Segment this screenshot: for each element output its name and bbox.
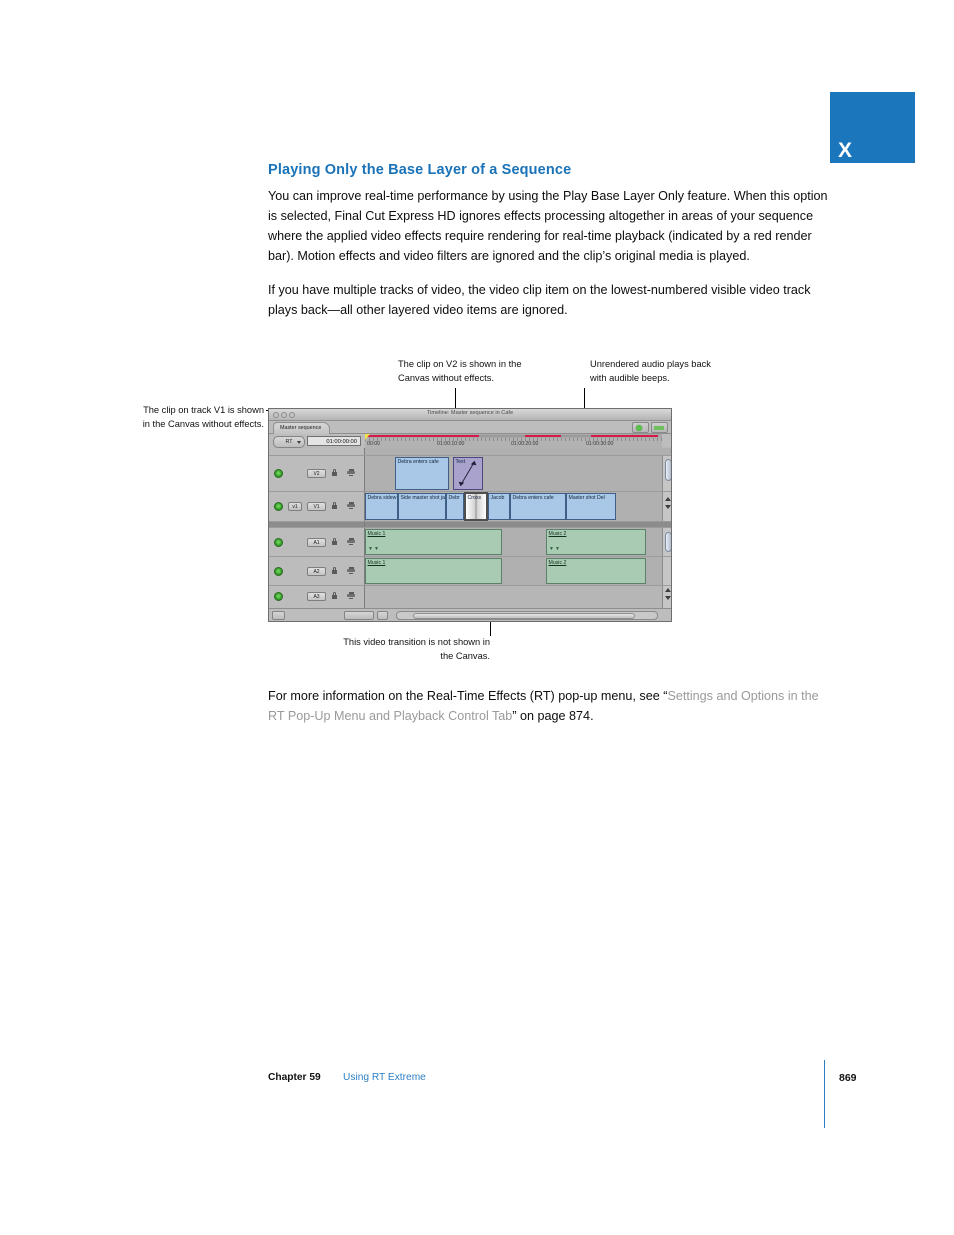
track-row-v1[interactable] [269,492,672,522]
timeline-bottom-bar[interactable] [269,608,672,621]
motion-path-icon [454,458,482,489]
timeline-window[interactable] [268,408,672,622]
destination-icon-a1[interactable] [347,538,355,545]
track-lane-a2[interactable] [365,557,662,585]
scroll-down-icon[interactable] [665,505,671,509]
track-header-v1[interactable] [269,492,365,521]
scroll-up-icon[interactable] [665,497,671,501]
render-segment [479,435,525,437]
snapping-icon[interactable] [651,422,668,433]
clip-label: Jacob [490,494,505,501]
lock-icon-v2[interactable] [332,469,337,476]
clip-item[interactable] [395,457,449,490]
footer-chapter: Chapter 59 [268,1072,321,1083]
track-header-v2[interactable] [269,456,365,491]
destination-icon-v1[interactable] [347,502,355,509]
chapter-thumb-tab [830,92,915,163]
ruler-label-1: 01:00:10:00 [437,440,465,447]
callout-clip-on-v1: The clip on track V1 is shown in the Canvas without effects. [142,405,264,429]
window-title: Timeline: Master sequence in Cafe [426,410,514,416]
rt-popup-label: RT [285,439,293,445]
destination-icon-a3[interactable] [347,592,355,599]
clip-item[interactable] [446,493,464,520]
track-button-a3[interactable]: A3 [307,592,326,601]
track-header-a1[interactable] [269,528,365,556]
track-lane-a1[interactable] [365,528,662,556]
timeline-track-area[interactable] [269,448,672,608]
vertical-scrollbar-audio[interactable] [662,528,672,556]
page-content [268,162,828,320]
body-paragraph-1: You can improve real-time performance by using the Play Base Layer Only feature. When this option is selected, Final Cut Express HD ignores effects processing altogether in areas of your sequence where the applied video effects require rendering for real-time playback (indicated by a red render bar). Motion effects and video filters are ignored and the clip’s original media is played. [268,189,828,264]
clip-label: Debra enters cafe [512,494,554,501]
audio-clip-item[interactable] [365,529,502,555]
linked-selection-toggle-icon[interactable] [272,611,285,620]
audio-clip-item[interactable] [546,558,646,584]
ruler-label-0: 00:00 [367,440,380,447]
clip-label: Music 1 [367,559,386,566]
destination-icon-v2[interactable] [347,469,355,476]
callout-clip-on-v2: The clip on V2 is shown in the Canvas without effects. [398,359,522,383]
visibility-led-v2[interactable] [274,469,283,478]
source-button-v1[interactable]: v1 [288,502,302,511]
track-header-av-divider [269,522,365,527]
rt-popup-button[interactable] [273,436,305,448]
vertical-scrollbar-video[interactable] [662,456,672,491]
track-row-a3[interactable] [269,586,672,608]
clip-label: Master shot Del [568,494,605,501]
track-row-a2[interactable] [269,557,672,586]
render-segment [367,435,479,437]
clip-item[interactable] [453,457,483,490]
lock-icon-a2[interactable] [332,567,337,574]
clip-label: Side master shot ja [400,494,445,501]
visibility-led-v1[interactable] [274,502,283,511]
clip-item[interactable] [398,493,446,520]
track-button-a1[interactable]: A1 [307,538,326,547]
track-lane-v2[interactable] [365,456,662,491]
render-segment [561,435,591,437]
track-header-spacer [269,448,365,455]
chapter-tab-letter: X [838,139,853,162]
xref-link[interactable]: Settings and Options in the RT Pop-Up Menu and Playback Control Tab [268,689,819,723]
timecode-field[interactable]: 01:00:00:00 [307,436,361,446]
xref-tail: on page 874. [516,709,594,723]
scrollbar-thumb[interactable] [413,613,635,619]
audible-led-a1[interactable] [274,538,283,547]
scroll-up-icon[interactable] [665,588,671,592]
clip-label: Text [455,458,466,465]
clip-overlays-icon[interactable] [299,611,337,620]
page-footer [268,1072,857,1092]
window-titlebar [269,409,671,421]
clip-label: Debr [448,494,460,501]
resize-grip-icon[interactable] [661,611,670,620]
horizontal-scrollbar[interactable] [396,611,658,620]
track-button-a2[interactable]: A2 [307,567,326,576]
track-row-a1[interactable] [269,528,672,557]
track-spacer-top [269,448,672,456]
destination-icon-a2[interactable] [347,567,355,574]
track-button-v1[interactable]: V1 [307,502,326,511]
footer-divider [824,1060,825,1128]
render-segment [591,435,658,437]
callout-unrendered-audio: Unrendered audio plays back with audible beeps. [590,359,711,383]
clip-label: Music 2 [548,559,567,566]
scrollbar-thumb[interactable] [665,459,672,481]
vertical-scrollbar-video-arrows[interactable] [662,492,672,521]
scroll-down-icon[interactable] [665,596,671,600]
lock-icon-a3[interactable] [332,592,337,599]
track-header-a2[interactable] [269,557,365,585]
render-segment [525,435,561,437]
audio-keyframe-markers: ▼▼ [368,546,380,552]
lock-icon-a1[interactable] [332,538,337,545]
tab-master-sequence[interactable]: Master sequence [273,422,330,434]
transition-item[interactable] [464,492,488,521]
lock-icon-v1[interactable] [332,502,337,509]
audio-keyframe-markers: ▼▼ [549,546,561,552]
footer-chapter-title: Using RT Extreme [343,1072,426,1083]
scrollbar-thumb[interactable] [665,532,672,552]
chevron-down-icon [297,441,301,444]
clip-item[interactable] [510,493,566,520]
ruler-label-3: 01:00:30:00 [586,440,614,447]
callout-video-transition: This video transition is not shown in the Canvas. [343,637,490,661]
transition-label: Cross [467,494,482,501]
timeline-toggle-buttons [632,422,668,433]
clip-item[interactable] [488,493,510,520]
clip-label: Music 1 [367,530,386,537]
track-header-a3[interactable] [269,586,365,608]
xref-closequote: ” [512,709,517,723]
vertical-scrollbar-audio-arrows[interactable] [662,586,672,608]
ruler-label-2: 01:00:20:00 [511,440,539,447]
clip-label: Debra sidew [367,494,397,501]
audio-clip-item[interactable] [546,529,646,555]
clip-item[interactable] [365,493,398,520]
clip-item[interactable] [566,493,616,520]
body-paragraph-2: If you have multiple tracks of video, the video clip item on the lowest-numbered visible video track plays back—all other layered video items are ignored. [268,283,811,318]
track-button-v2[interactable]: V2 [307,469,326,478]
clip-label: Debra enters cafe [397,458,439,465]
sequence-tabstrip [269,421,671,434]
cross-reference-paragraph [268,686,828,726]
audible-led-a3[interactable] [274,592,283,601]
track-height-control[interactable] [344,611,374,620]
track-layout-popup-icon[interactable] [377,611,388,620]
page-title: Playing Only the Base Layer of a Sequence [268,162,572,178]
audio-clip-item[interactable] [365,558,502,584]
clip-label: Music 2 [548,530,567,537]
vertical-scrollbar-audio-2[interactable] [662,557,672,585]
linked-selection-icon[interactable] [632,422,649,433]
xref-lead: For more information on the Real-Time Effects (RT) pop-up menu, see “ [268,689,668,703]
track-row-v2[interactable] [269,456,672,492]
track-lane-v1[interactable] [365,492,662,521]
page-number: 869 [839,1072,857,1084]
audible-led-a2[interactable] [274,567,283,576]
track-lane-a3[interactable] [365,586,662,608]
